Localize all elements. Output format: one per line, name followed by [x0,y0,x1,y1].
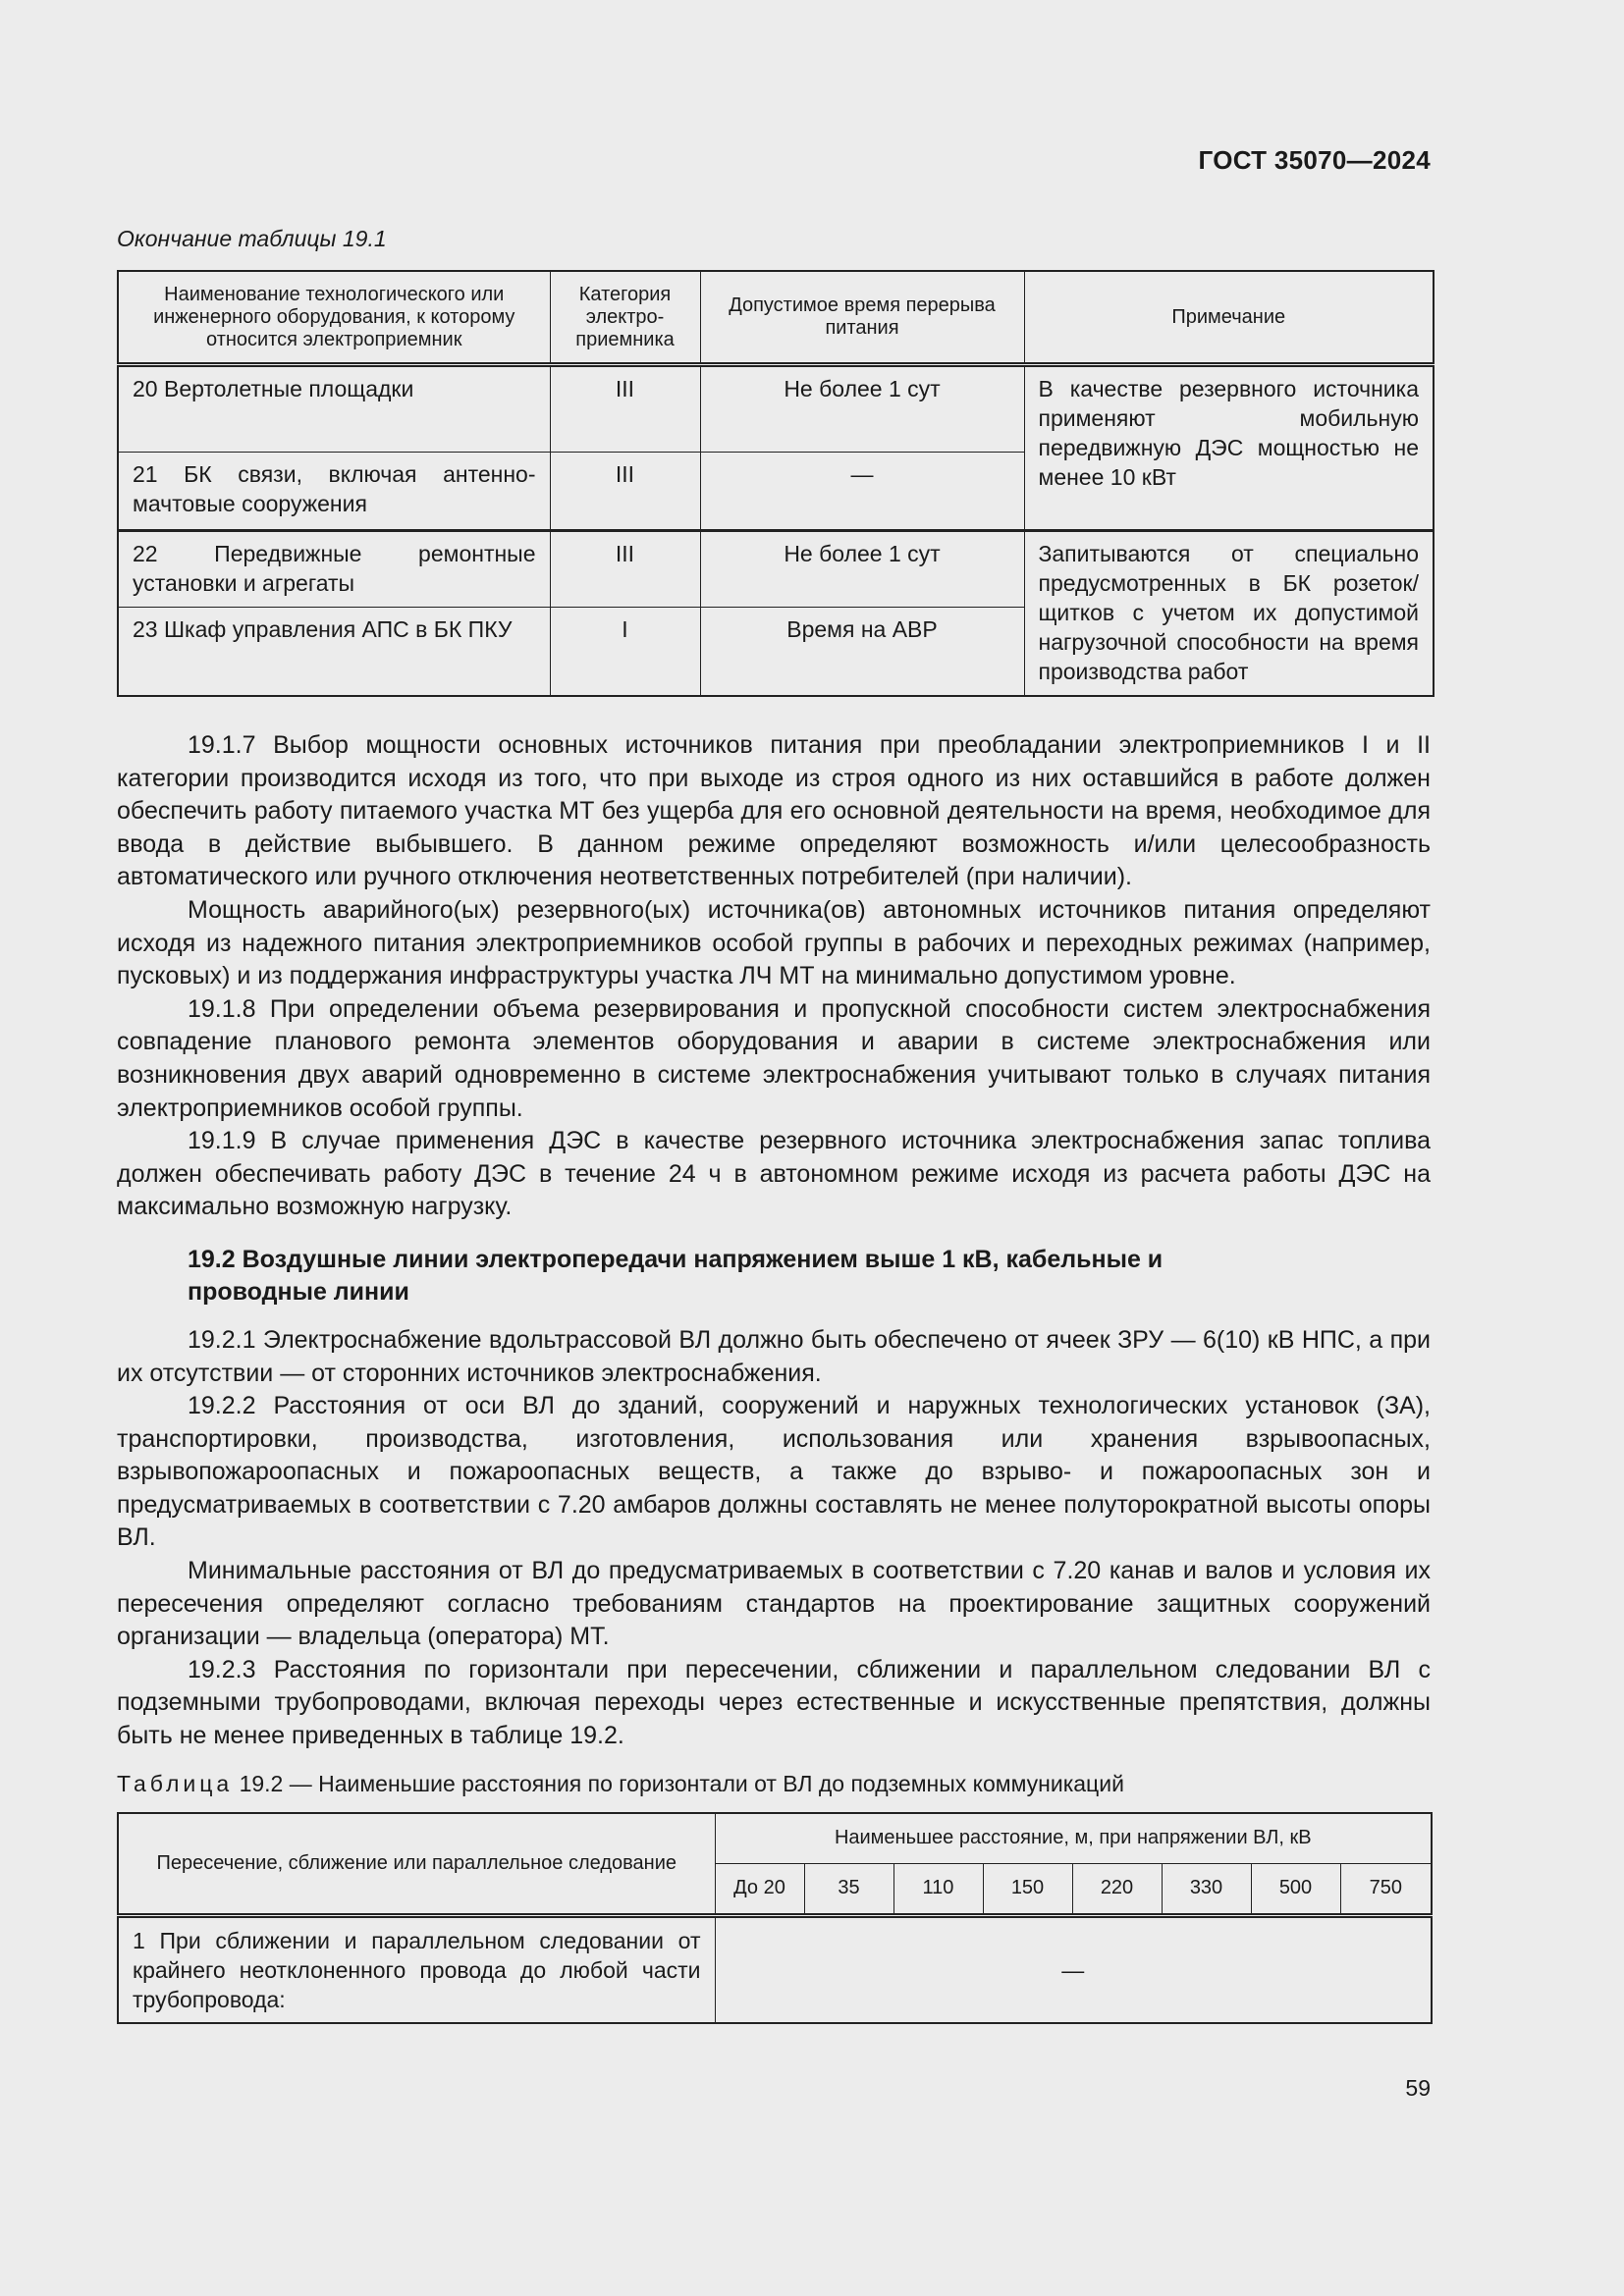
page-number: 59 [1405,2075,1431,2101]
paragraph: 19.2.2 Расстояния от оси ВЛ до зданий, сооружений и наружных технологических установок (ЗА), транспортировки, производства, изготовления, использования или хранения взрывоопасных, взрывопожароопасных и пожароопасных веществ, а также до взрыво- и пожароопасных зон и предусматриваемых в соответствии с 7.20 амбаров должны составлять не менее полуторократной высоты опоры ВЛ. [117,1392,1431,1552]
equipment-name: 20 Вертолетные площадки [118,365,550,453]
column-header: Категория электро-приемника [550,271,700,365]
paragraph: 19.2.3 Расстояния по горизонтали при пересечении, сближении и параллельном следовании ВЛ с подземными трубопроводами, включая переходы через естественные и искусственные препятствия, должны быть не менее приведенных в таблице 19.2. [117,1655,1431,1750]
section-heading: 19.2 Воздушные линии электропередачи напряжением выше 1 кВ, кабельные и проводные линии [188,1245,1164,1306]
category: III [550,365,700,453]
voltage-header: 500 [1251,1863,1340,1915]
table-continuation-caption: Окончание таблицы 19.1 [117,226,387,251]
document-code: ГОСТ 35070—2024 [1198,145,1431,175]
category: III [550,453,700,531]
voltage-header: 150 [983,1863,1072,1915]
body-text [117,729,1431,2024]
paragraph: Мощность аварийного(ых) резервного(ых) источника(ов) автономных источников питания определяют исходя из надежного питания электроприемников особой группы в рабочих и переходных режимах (например, пусковых) и из поддержания инфраструктуры участка ЛЧ МТ на минимально допустимом уровне. [117,895,1431,990]
row-label: 1 При сближении и параллельном следовании от крайнего неотклоненного провода до любой части трубопровода: [118,1915,715,2023]
note: В качестве резервного источника применяют мобильную передвижную ДЭС мощностью не менее 10 кВт [1024,365,1434,531]
paragraph: 19.2.1 Электроснабжение вдольтрассовой ВЛ должно быть обеспечено от ячеек ЗРУ — 6(10) кВ НПС, а при их отсутствии — от сторонних источников электроснабжения. [117,1325,1431,1387]
column-header: Допустимое время перерыва питания [700,271,1024,365]
category: III [550,531,700,608]
interruption-time: — [700,453,1024,531]
column-header: Наименование технологического или инженерного оборудования, к которому относится электроприемник [118,271,550,365]
paragraph: 19.1.7 Выбор мощности основных источников питания при преобладании электроприемников I и II категории производится исходя из того, что при выходе из строя одного из них оставшийся в работе должен обеспечить работу питаемого участка МТ без ущерба для его основной деятельности на время, необходимое для ввода в действие выбывшего. В данном режиме определяют возможность и/или целесообразность автоматического или ручного отключения неответственных потребителей (при наличии). [117,731,1431,891]
voltage-header: 35 [804,1863,893,1915]
paragraph: 19.1.9 В случае применения ДЭС в качестве резервного источника электроснабжения запас топлива должен обеспечивать работу ДЭС в течение 24 ч в автономном режиме исходя из расчета работы ДЭС на максимально возможную нагрузку. [117,1127,1431,1221]
table-header-row [118,1813,1432,1864]
table-caption-text: 19.2 — Наименьшие расстояния по горизонтали от ВЛ до подземных коммуникаций [233,1770,1124,1796]
voltage-header: 110 [893,1863,983,1915]
category: I [550,608,700,696]
table-row [118,1915,1432,2023]
voltage-header: 220 [1072,1863,1162,1915]
table-caption [117,1769,1431,1798]
interruption-time: Время на АВР [700,608,1024,696]
row-value: — [715,1915,1432,2023]
paragraph: 19.1.8 При определении объема резервирования и пропускной способности систем электроснабжения совпадение планового ремонта элементов оборудования и аварии в системе электроснабжения или возникновения двух аварий одновременно в системе электроснабжения учитывают только в случаях питания электроприемников особой группы. [117,994,1431,1122]
table-row [118,531,1434,608]
table-19-2 [117,1812,1433,2024]
table-row [118,365,1434,453]
voltage-header: До 20 [715,1863,804,1915]
equipment-name: 21 БК связи, включая антенно-мачтовые сооружения [118,453,550,531]
interruption-time: Не более 1 сут [700,365,1024,453]
voltage-header: 750 [1340,1863,1432,1915]
table-19-1 [117,270,1435,697]
equipment-name: 22 Передвижные ремонтные установки и агрегаты [118,531,550,608]
paragraph: Минимальные расстояния от ВЛ до предусматриваемых в соответствии с 7.20 канав и валов и условия их пересечения определяют согласно требованиям стандартов на проектирование защитных сооружений организации — владельца (оператора) МТ. [117,1557,1431,1651]
column-header: Примечание [1024,271,1434,365]
note: Запитываются от специально предусмотренных в БК розеток/щитков с учетом их допустимой нагрузочной способности на время производства работ [1024,531,1434,696]
equipment-name: 23 Шкаф управления АПС в БК ПКУ [118,608,550,696]
table-header-row [118,271,1434,365]
voltage-header: 330 [1162,1863,1251,1915]
column-header: Пересечение, сближение или параллельное следование [118,1813,715,1916]
interruption-time: Не более 1 сут [700,531,1024,608]
table-caption-word: Таблица [117,1770,234,1796]
group-header: Наименьшее расстояние, м, при напряжении ВЛ, кВ [715,1813,1432,1864]
